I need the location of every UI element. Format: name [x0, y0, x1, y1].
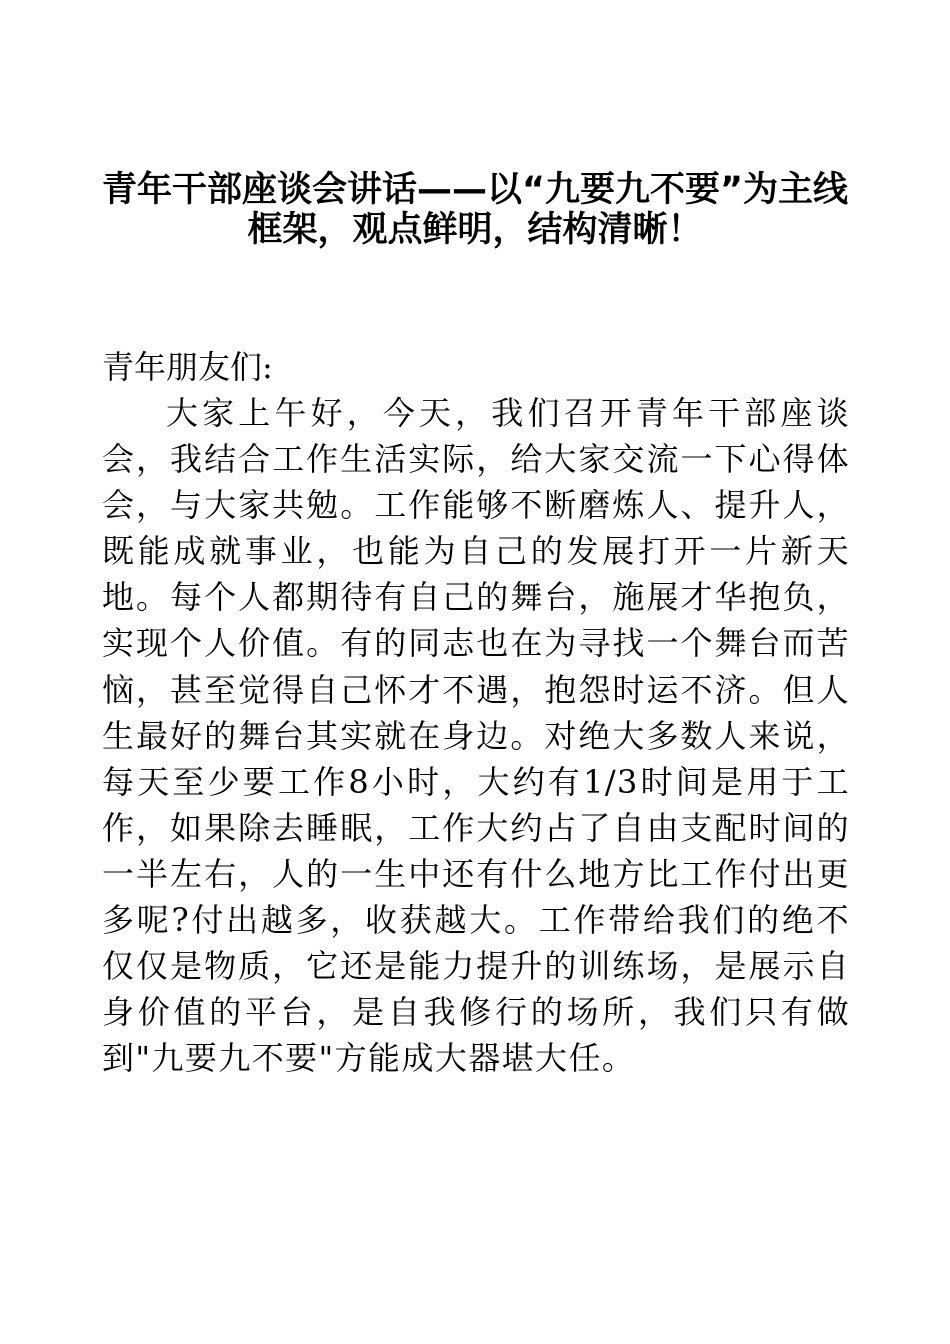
document-title: 青年干部座谈会讲话——以“九要九不要”为主线框架，观点鲜明，结构清晰！: [102, 170, 849, 250]
body-paragraph: 大家上午好，今天，我们召开青年干部座谈会，我结合工作生活实际，给大家交流一下心得体会，与大家共勉。工作能够不断磨炼人、提升人，既能成就事业，也能为自己的发展打开一片新天地。每个人都期待有自己的舞台，施展才华抱负，实现个人价值。有的同志也在为寻找一个舞台而苦恼，甚至觉得自己怀才不遇，抱怨时运不济。但人生最好的舞台其实就在身边。对绝大多数人来说，每天至少要工作8小时，大约有1/3时间是用于工作，如果除去睡眠，工作大约占了自由支配时间的一半左右，人的一生中还有什么地方比工作付出更多呢?付出越多，收获越大。工作带给我们的绝不仅仅是物质，它还是能力提升的训练场，是展示自身价值的平台，是自我修行的场所，我们只有做到"九要九不要"方能成大器堪大任。: [102, 394, 850, 1078]
salutation: 青年朋友们:: [102, 348, 273, 386]
